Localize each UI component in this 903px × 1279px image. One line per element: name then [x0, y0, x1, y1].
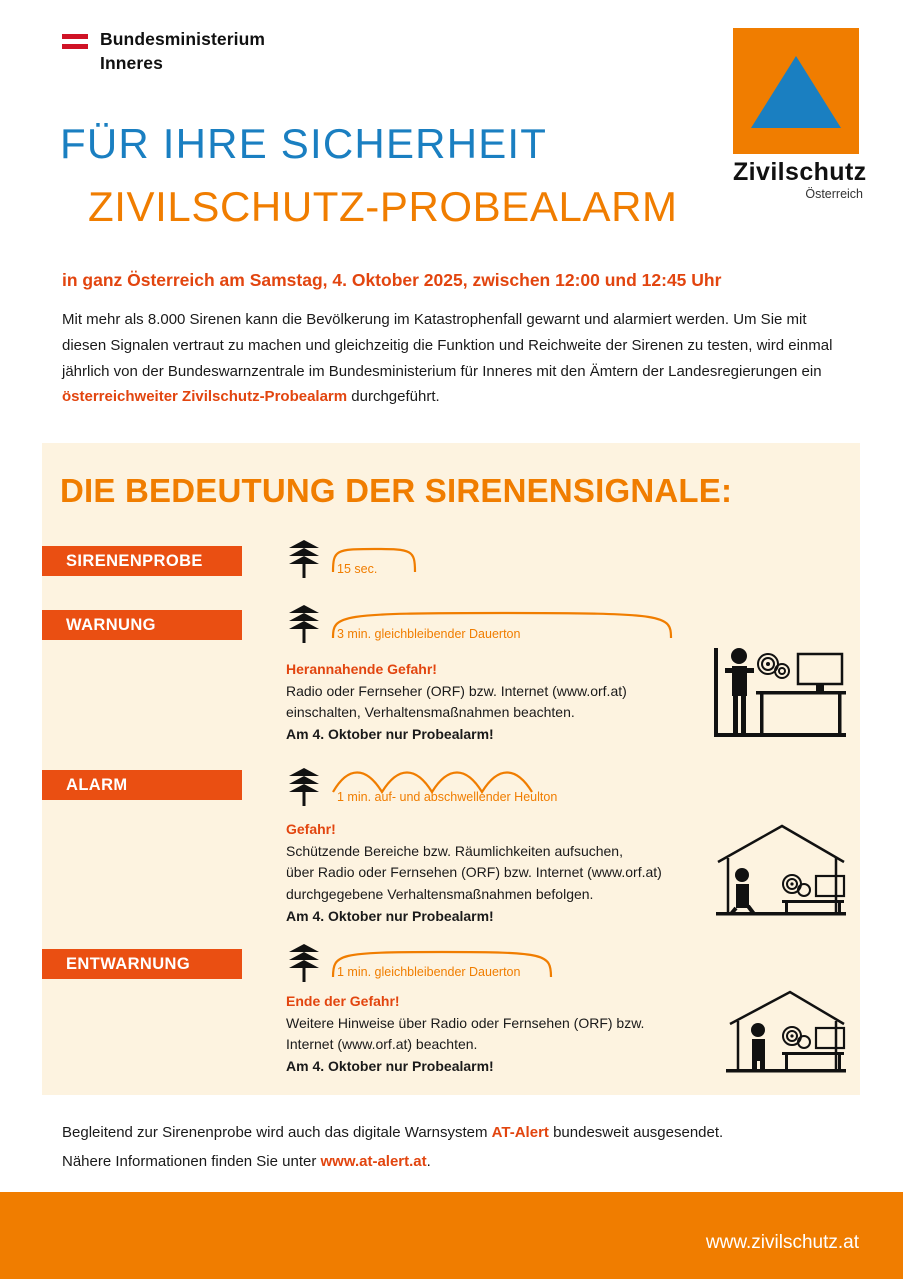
zivilschutz-logo-label [733, 158, 867, 201]
signal-tag-alarm: ALARM [42, 770, 242, 800]
signal-heading-entwarnung: Ende der Gefahr! [286, 993, 400, 1009]
intro-highlight: österreichweiter Zivilschutz-Probealarm [62, 388, 348, 406]
panel-title: DIE BEDEUTUNG DER SIRENENSIGNALE: [60, 472, 733, 509]
signal-heading-warnung: Herannahende Gefahr! [286, 661, 437, 677]
page-subtitle: in ganz Österreich am Samstag, 4. Oktober 2025, zwischen 12:00 und 12:45 Uhr [62, 270, 722, 290]
signal-line: Internet (www.orf.at) beachten. [286, 1036, 478, 1053]
signal-duration-entwarnung: 1 min. gleichbleibender Dauerton [337, 965, 521, 979]
zivilschutz-url[interactable]: www.zivilschutz.at [705, 1232, 859, 1253]
signal-line: Radio oder Fernseher (ORF) bzw. Internet (www.orf.at) [286, 682, 627, 699]
signal-tag-sirenenprobe: SIRENENPROBE [42, 546, 242, 576]
footer-line-2-part-2: . [426, 1153, 431, 1170]
footer-at-alert-highlight: AT-Alert [491, 1124, 549, 1141]
page-title-line-1: FÜR IHRE SICHERHEIT [60, 120, 548, 167]
signal-text-alarm [286, 819, 662, 927]
signal-heading-alarm: Gefahr! [286, 821, 336, 837]
signal-duration-warnung: 3 min. gleichbleibender Dauerton [337, 627, 521, 641]
at-alert-link[interactable]: www.at-alert.at [320, 1153, 427, 1170]
signal-line: Schützende Bereiche bzw. Räumlichkeiten aufsuchen, [286, 842, 623, 859]
signal-text-warnung [286, 659, 627, 746]
signal-line: einschalten, Verhaltensmaßnahmen beachten. [286, 704, 575, 721]
blue-triangle-icon [751, 56, 841, 128]
signal-tag-warnung: WARNUNG [42, 610, 242, 640]
footer-line-1-part-1: Begleitend zur Sirenenprobe wird auch das digitale Warnsystem [62, 1124, 492, 1141]
siren-icon [287, 605, 321, 643]
footer-line-1-part-2: bundesweit ausgesendet. [548, 1124, 724, 1141]
footer-line-2-part-1: Nähere Informationen finden Sie unter [62, 1153, 321, 1170]
signal-note-warnung: Am 4. Oktober nur Probealarm! [286, 726, 494, 743]
signal-line: durchgegebene Verhaltensmaßnahmen befolgen. [286, 886, 594, 903]
logo-subtitle: Österreich [805, 187, 863, 201]
intro-paragraph [62, 307, 842, 410]
siren-icon [287, 768, 321, 806]
signal-note-entwarnung: Am 4. Oktober nur Probealarm! [286, 1058, 494, 1075]
signal-tag-entwarnung: ENTWARNUNG [42, 949, 242, 979]
ministry-logo [62, 28, 265, 75]
siren-icon [287, 944, 321, 982]
signal-text-entwarnung [286, 991, 644, 1078]
person-entering-house-pictogram-icon [712, 818, 846, 916]
signal-note-alarm: Am 4. Oktober nur Probealarm! [286, 907, 494, 924]
siren-icon [287, 540, 321, 578]
footer-line-2 [62, 1153, 431, 1170]
signal-duration-alarm: 1 min. auf- und abschwellender Heulton [337, 790, 558, 804]
person-in-house-pictogram-icon [712, 988, 846, 1074]
intro-text-part-1: Mit mehr als 8.000 Sirenen kann die Bevölkerung im Katastrophenfall gewarnt und alarmiert werden. Um Sie mit diesen Signalen vertraut zu machen und gleichzeitig die Funktion und Reichweite der Sirenen zu testen, wird einmal jährlich von der Bundeswarnzentrale im Bundesministerium für Inneres mit den Ämtern der Landesregierungen ein [62, 311, 833, 380]
signal-line: Weitere Hinweise über Radio oder Fernsehen (ORF) bzw. [286, 1014, 645, 1031]
ministry-name [100, 28, 265, 75]
ministry-line-2: Inneres [100, 52, 163, 73]
page-title-line-2: ZIVILSCHUTZ-PROBEALARM [88, 183, 678, 230]
intro-text-part-2: durchgeführt. [347, 388, 440, 406]
person-radio-tv-pictogram-icon [712, 640, 846, 738]
ministry-line-1: Bundesministerium [100, 29, 266, 49]
signal-line: über Radio oder Fernsehen (ORF) bzw. Internet (www.orf.at) [286, 864, 662, 881]
signal-duration-sirenenprobe: 15 sec. [337, 562, 378, 576]
austria-flag-icon [62, 34, 88, 49]
footer-line-1 [62, 1124, 723, 1141]
zivilschutz-logo-icon [733, 28, 859, 154]
logo-name: Zivilschutz [733, 158, 867, 186]
